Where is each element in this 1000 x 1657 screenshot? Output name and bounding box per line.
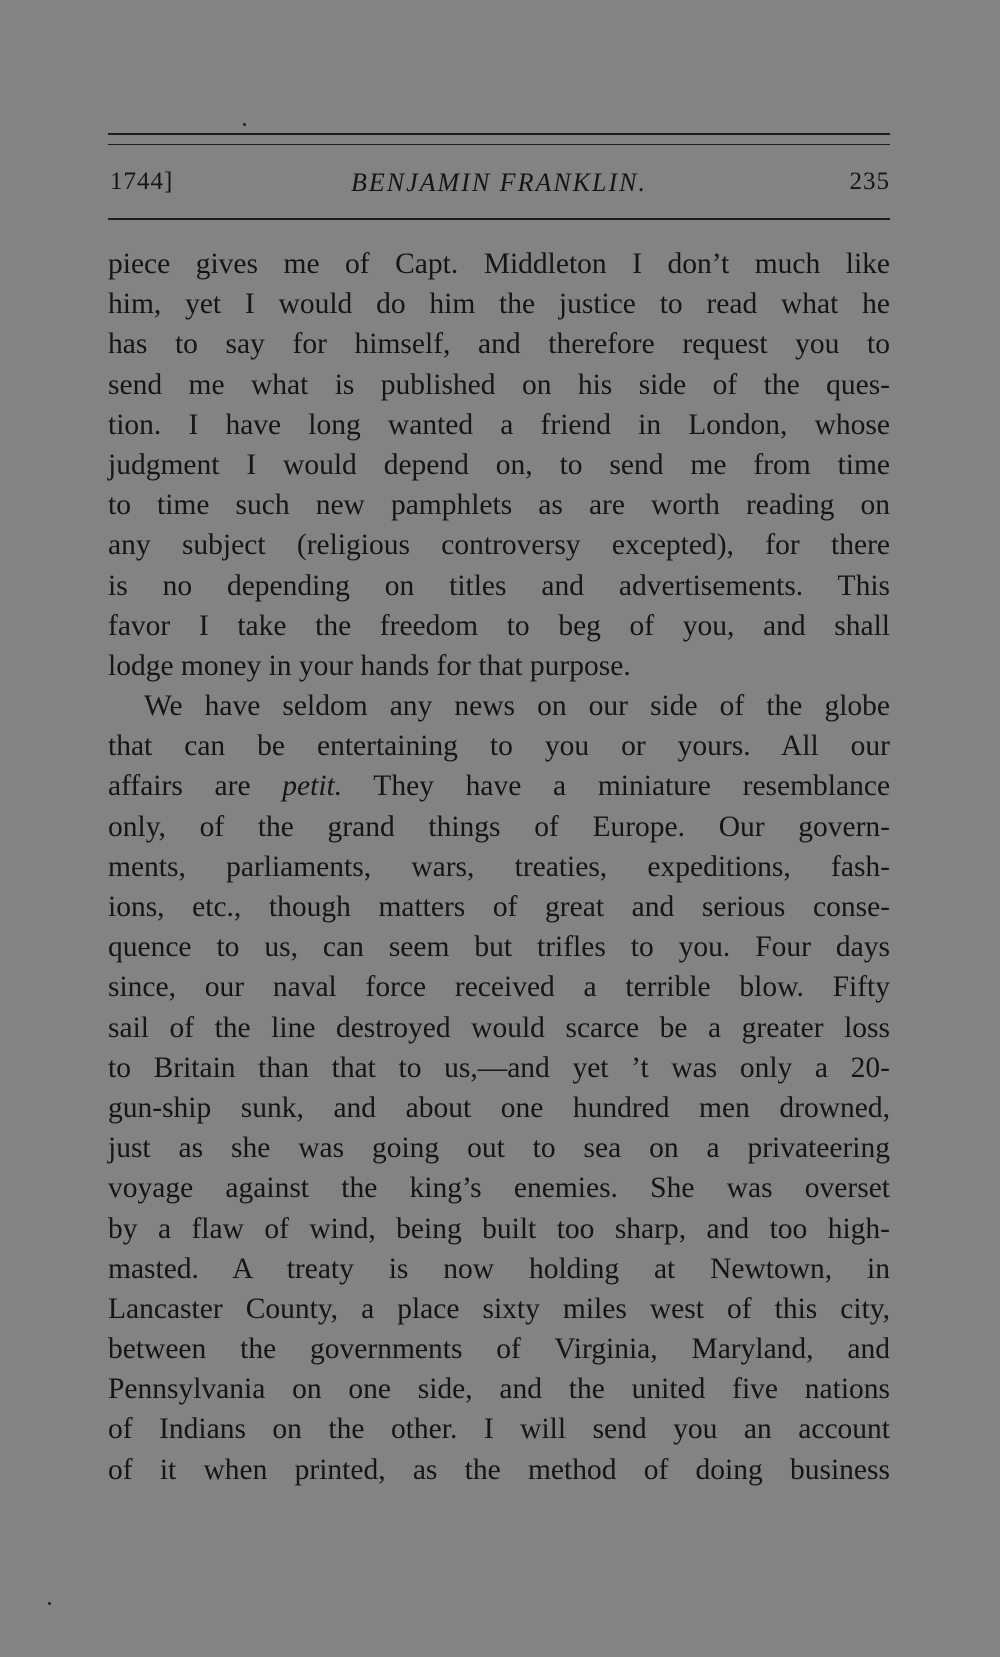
page-number: 235 xyxy=(849,168,890,195)
book-page xyxy=(108,0,890,1657)
text-line: is no depending on titles and advertisements. This xyxy=(108,569,890,602)
text-line: by a flaw of wind, being built too sharp, and too high- xyxy=(108,1212,890,1245)
text-line: sail of the line destroyed would scarce be a greater loss xyxy=(108,1011,890,1044)
text-line: has to say for himself, and therefore request you to xyxy=(108,328,890,361)
text-line: Lancaster County, a place sixty miles west of this city, xyxy=(108,1292,890,1325)
text-line: masted. A treaty is now holding at Newtown, in xyxy=(108,1252,890,1285)
running-header xyxy=(108,168,890,208)
header-year: 1744] xyxy=(110,168,174,195)
text-line: only, of the grand things of Europe. Our govern- xyxy=(108,810,890,843)
text-line: judgment I would depend on, to send me from time xyxy=(108,448,890,481)
text-line: since, our naval force received a terrible blow. Fifty xyxy=(108,971,890,1004)
text-line: to time such new pamphlets as are worth reading on xyxy=(108,489,890,522)
text-line: ions, etc., though matters of great and serious conse- xyxy=(108,891,890,923)
text-line: of Indians on the other. I will send you an account xyxy=(108,1413,890,1446)
top-double-rule-upper xyxy=(108,133,890,135)
text-line: any subject (religious controversy excepted), for there xyxy=(108,529,890,562)
text-line: between the governments of Virginia, Maryland, and xyxy=(108,1333,890,1366)
text-line: to Britain than that to us,—and yet ’t was only a 20- xyxy=(108,1051,890,1084)
header-title: BENJAMIN FRANKLIN. xyxy=(351,168,647,197)
top-double-rule-lower xyxy=(108,144,890,145)
text-line: tion. I have long wanted a friend in London, whose xyxy=(108,408,890,441)
text-line: lodge money in your hands for that purpose. xyxy=(108,649,631,682)
text-line: favor I take the freedom to beg of you, and shall xyxy=(108,609,890,642)
text-line: send me what is published on his side of the ques- xyxy=(108,368,890,401)
text-line: gun-ship sunk, and about one hundred men drowned, xyxy=(108,1091,890,1124)
text-line: quence to us, can seem but trifles to you. Four days xyxy=(108,931,890,964)
header-bottom-rule xyxy=(108,218,890,220)
text-line: that can be entertaining to you or yours. All our xyxy=(108,730,890,763)
text-line: voyage against the king’s enemies. She was overset xyxy=(108,1172,890,1205)
text-line: of it when printed, as the method of doing business xyxy=(108,1453,890,1486)
text-span: affairs are xyxy=(108,770,251,803)
text-line: We have seldom any news on our side of the globe xyxy=(144,690,890,723)
text-line: ments, parliaments, wars, treaties, expeditions, fash- xyxy=(108,850,890,883)
scan-speck xyxy=(48,1602,51,1605)
text-line: him, yet I would do him the justice to read what he xyxy=(108,288,890,321)
text-line: piece gives me of Capt. Middleton I don’t much like xyxy=(108,248,890,280)
scan-speck xyxy=(243,123,246,126)
text-line-with-italic xyxy=(108,766,890,806)
text-span: They have a miniature resemblance xyxy=(373,770,891,803)
text-line: just as she was going out to sea on a privateering xyxy=(108,1132,890,1165)
italic-word: petit. xyxy=(282,770,343,803)
text-line: Pennsylvania on one side, and the united five nations xyxy=(108,1373,890,1406)
body-text xyxy=(108,244,890,1490)
